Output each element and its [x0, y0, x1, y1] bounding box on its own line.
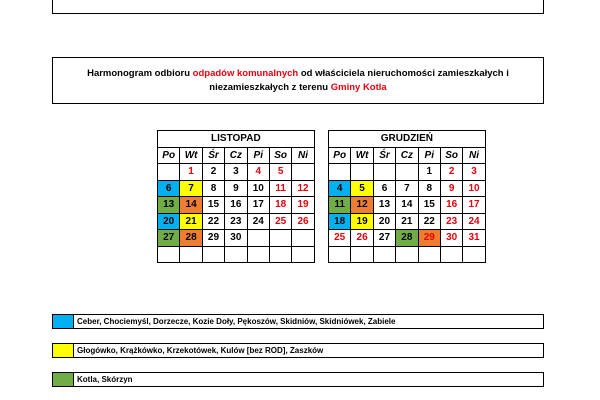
weekday-header: Pi — [247, 147, 269, 164]
legend-text: Kotla, Skórzyn — [77, 375, 133, 384]
day-cell: 21 — [396, 213, 418, 230]
month-header: LISTOPAD — [158, 131, 315, 148]
day-cell: 25 — [329, 230, 351, 247]
legend-row-yellow — [52, 343, 544, 358]
schedule-title — [52, 57, 544, 104]
day-cell: 9 — [225, 180, 247, 197]
day-cell: 12 — [351, 197, 373, 214]
day-cell: 4 — [247, 164, 269, 181]
empty-cell — [418, 246, 440, 263]
day-cell: 19 — [292, 197, 314, 214]
empty-cell — [396, 164, 418, 181]
day-cell: 1 — [418, 164, 440, 181]
day-cell: 6 — [373, 180, 395, 197]
day-cell: 26 — [292, 213, 314, 230]
empty-cell — [373, 246, 395, 263]
day-cell: 18 — [329, 213, 351, 230]
day-cell: 13 — [373, 197, 395, 214]
day-cell: 22 — [418, 213, 440, 230]
weekday-header: Wt — [351, 147, 373, 164]
empty-cell — [292, 230, 314, 247]
day-cell: 14 — [180, 197, 202, 214]
day-cell: 12 — [292, 180, 314, 197]
weekday-header: Pi — [418, 147, 440, 164]
empty-cell — [329, 164, 351, 181]
empty-cell — [247, 230, 269, 247]
legend-text: Głogówko, Krążkówko, Krzekotówek, Kulów [bez ROD], Zaszków — [77, 346, 324, 355]
weekday-header: Po — [158, 147, 180, 164]
day-cell: 7 — [396, 180, 418, 197]
day-cell: 28 — [396, 230, 418, 247]
week-row — [329, 230, 486, 247]
day-cell: 11 — [269, 180, 291, 197]
day-cell: 7 — [180, 180, 202, 197]
weekday-header: So — [269, 147, 291, 164]
title-highlight-waste: odpadów komunalnych — [192, 67, 299, 79]
legend-text: Ceber, Chociemyśl, Dorzecze, Kozie Doły, Pękoszów, Skidniów, Skidniówek, Zabiele — [77, 317, 396, 326]
title-highlight-commune: Gminy Kotla — [330, 81, 387, 93]
day-cell: 24 — [463, 213, 485, 230]
day-cell: 17 — [463, 197, 485, 214]
day-cell: 16 — [225, 197, 247, 214]
yellow-swatch — [53, 344, 74, 357]
day-cell: 1 — [180, 164, 202, 181]
week-row — [158, 213, 315, 230]
empty-cell — [180, 246, 202, 263]
week-row — [158, 246, 315, 263]
weekday-header: Cz — [225, 147, 247, 164]
empty-cell — [396, 246, 418, 263]
day-cell: 24 — [247, 213, 269, 230]
weekday-header: Wt — [180, 147, 202, 164]
day-cell: 29 — [418, 230, 440, 247]
day-cell: 10 — [463, 180, 485, 197]
day-cell: 18 — [269, 197, 291, 214]
empty-cell — [292, 246, 314, 263]
day-cell: 3 — [225, 164, 247, 181]
day-cell: 14 — [396, 197, 418, 214]
day-cell: 21 — [180, 213, 202, 230]
empty-cell — [225, 246, 247, 263]
legend-row-blue — [52, 314, 544, 329]
empty-cell — [158, 246, 180, 263]
day-cell: 9 — [440, 180, 462, 197]
day-cell: 26 — [351, 230, 373, 247]
day-cell: 19 — [351, 213, 373, 230]
day-cell: 27 — [158, 230, 180, 247]
title-line-1: Harmonogram odbioru odpadów komunalnych od właściciela nieruchomości zamieszkałych i — [87, 67, 509, 79]
day-cell: 2 — [440, 164, 462, 181]
day-cell: 22 — [202, 213, 224, 230]
day-cell: 10 — [247, 180, 269, 197]
day-cell: 25 — [269, 213, 291, 230]
day-cell: 30 — [440, 230, 462, 247]
week-row — [158, 230, 315, 247]
empty-cell — [269, 246, 291, 263]
empty-cell — [463, 246, 485, 263]
week-row — [329, 180, 486, 197]
week-row — [329, 197, 486, 214]
weekday-header: Po — [329, 147, 351, 164]
blue-swatch — [53, 315, 74, 328]
month-header: GRUDZIEŃ — [329, 131, 486, 148]
day-cell: 16 — [440, 197, 462, 214]
weekday-header: Ni — [292, 147, 314, 164]
day-cell: 13 — [158, 197, 180, 214]
empty-cell — [158, 164, 180, 181]
calendar-listopad — [157, 130, 315, 263]
empty-cell — [329, 246, 351, 263]
empty-cell — [373, 164, 395, 181]
day-cell: 5 — [351, 180, 373, 197]
green-swatch — [53, 373, 74, 386]
weekday-header: Cz — [396, 147, 418, 164]
day-cell: 27 — [373, 230, 395, 247]
empty-cell — [351, 164, 373, 181]
empty-cell — [247, 246, 269, 263]
title-line-2: niezamieszkałych z terenu Gminy Kotla — [209, 81, 387, 93]
day-cell: 8 — [418, 180, 440, 197]
weekday-header: Śr — [373, 147, 395, 164]
day-cell: 11 — [329, 197, 351, 214]
day-cell: 28 — [180, 230, 202, 247]
empty-cell — [202, 246, 224, 263]
empty-cell — [269, 230, 291, 247]
day-cell: 6 — [158, 180, 180, 197]
day-cell: 15 — [202, 197, 224, 214]
week-row — [158, 197, 315, 214]
day-cell: 8 — [202, 180, 224, 197]
day-cell: 29 — [202, 230, 224, 247]
week-row — [329, 213, 486, 230]
top-frame — [52, 0, 544, 14]
week-row — [158, 164, 315, 181]
day-cell: 17 — [247, 197, 269, 214]
day-cell: 4 — [329, 180, 351, 197]
empty-cell — [440, 246, 462, 263]
day-cell: 2 — [202, 164, 224, 181]
empty-cell — [292, 164, 314, 181]
week-row — [158, 180, 315, 197]
day-cell: 23 — [440, 213, 462, 230]
calendar-grudzien — [328, 130, 486, 263]
day-cell: 15 — [418, 197, 440, 214]
day-cell: 30 — [225, 230, 247, 247]
week-row — [329, 164, 486, 181]
day-cell: 20 — [373, 213, 395, 230]
day-cell: 31 — [463, 230, 485, 247]
empty-cell — [351, 246, 373, 263]
weekday-header: Ni — [463, 147, 485, 164]
weekday-header: Śr — [202, 147, 224, 164]
week-row — [329, 246, 486, 263]
weekday-header: So — [440, 147, 462, 164]
day-cell: 3 — [463, 164, 485, 181]
day-cell: 20 — [158, 213, 180, 230]
day-cell: 5 — [269, 164, 291, 181]
legend-row-green — [52, 372, 544, 387]
day-cell: 23 — [225, 213, 247, 230]
